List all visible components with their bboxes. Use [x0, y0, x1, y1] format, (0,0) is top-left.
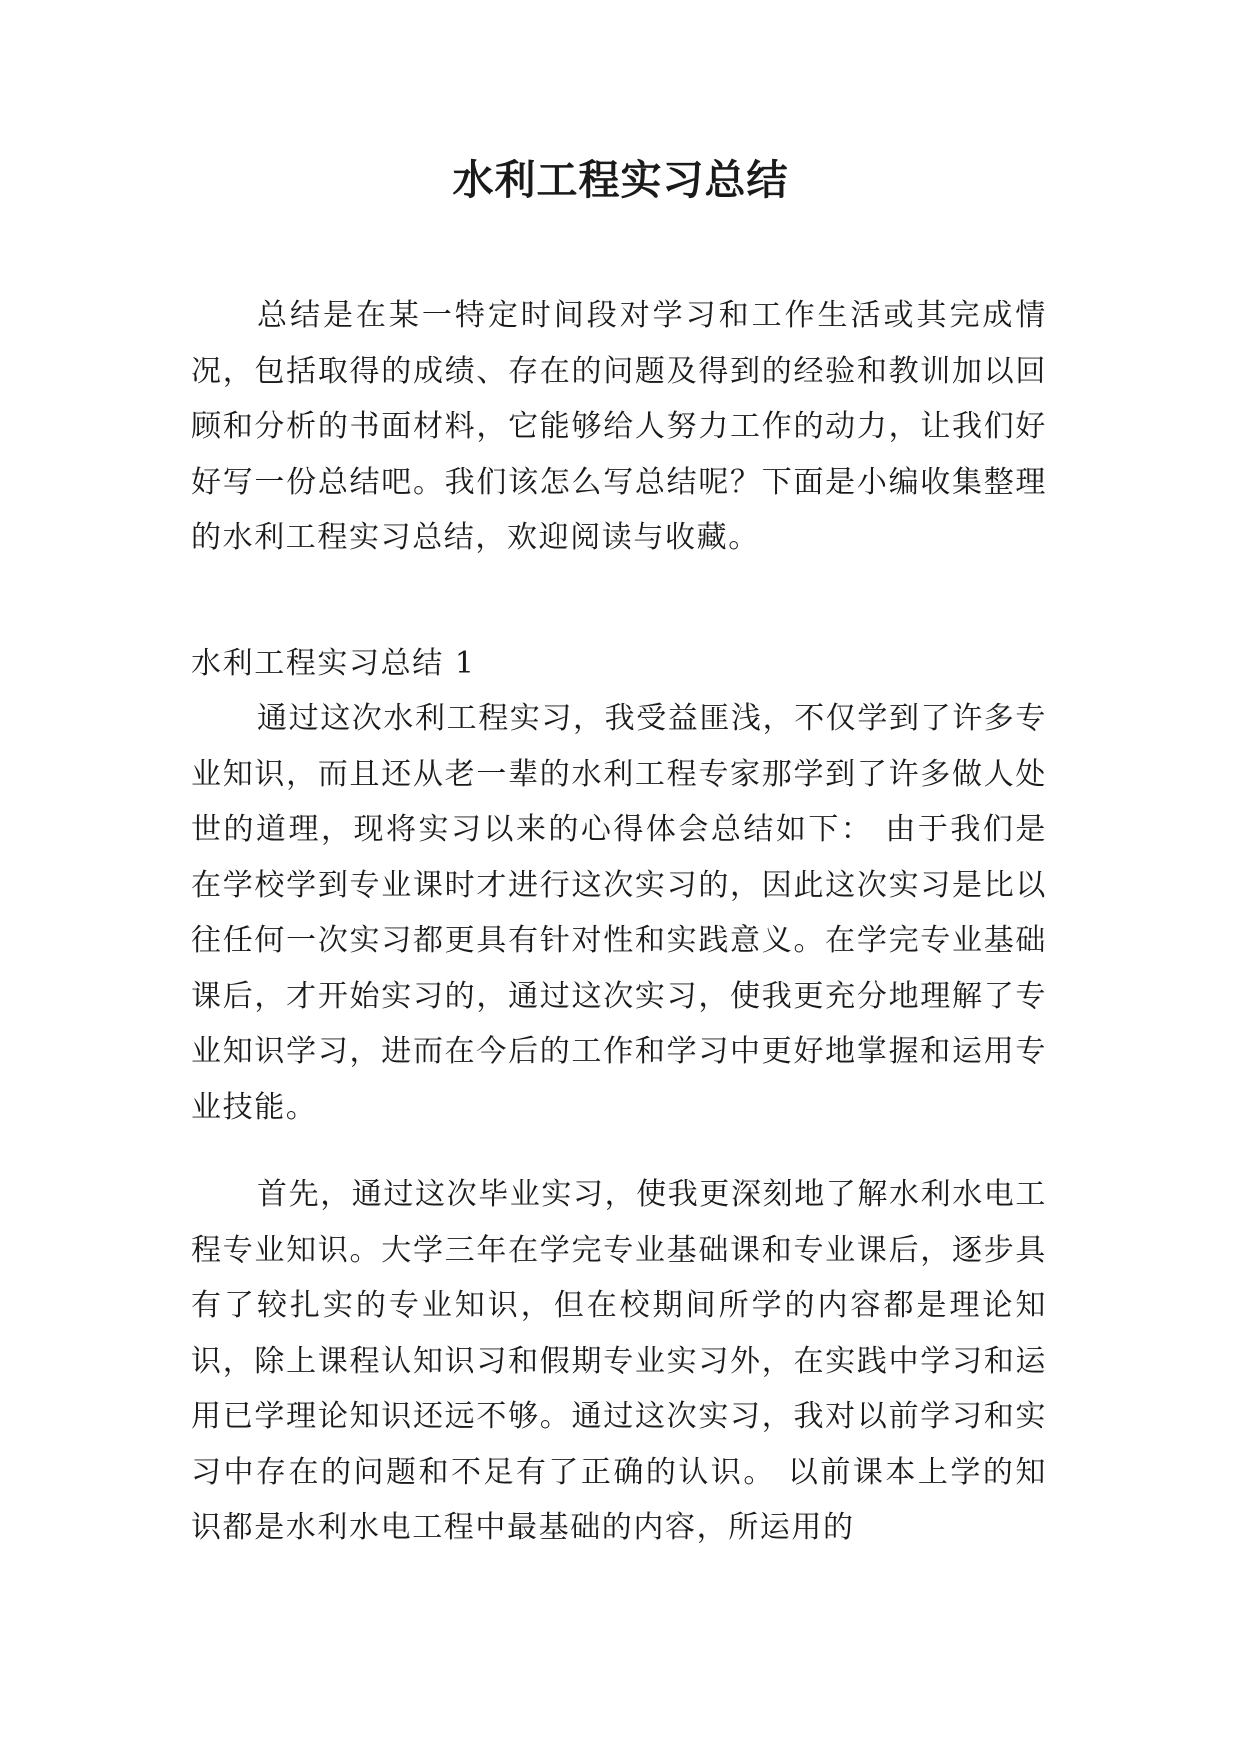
- intro-paragraph: 总结是在某一特定时间段对学习和工作生活或其完成情况，包括取得的成绩、存在的问题及得到的经验和教训加以回顾和分析的书面材料，它能够给人努力工作的动力，让我们好好写一份总结吧。我们该怎么写总结呢？下面是小编收集整理的水利工程实习总结，欢迎阅读与收藏。: [191, 298, 1047, 555]
- body-paragraph-1: 通过这次水利工程实习，我受益匪浅，不仅学到了许多专业知识，而且还从老一辈的水利工程专家那学到了许多做人处世的道理，现将实习以来的心得体会总结如下： 由于我们是在学校学到专业课时才进行这次实习的，因此这次实习是比以往任何一次实习都更具有针对性和实践意义。在学完专业基础课后，才开始实习的，通过这次实习，使我更充分地理解了专业知识学习，进而在今后的工作和学习中更好地掌握和运用专业技能。: [191, 701, 1047, 1125]
- body-paragraph-2: 首先，通过这次毕业实习，使我更深刻地了解水利水电工程专业知识。大学三年在学完专业基础课和专业课后，逐步具有了较扎实的专业知识，但在校期间所学的内容都是理论知识，除上课程认知识习和假期专业实习外，在实践中学习和运用已学理论知识还远不够。通过这次实习，我对以前学习和实习中存在的问题和不足有了正确的认识。 以前课本上学的知识都是水利水电工程中最基础的内容，所运用的: [191, 1177, 1047, 1545]
- section-heading: 水利工程实习总结 1: [191, 646, 476, 681]
- page-title: 水利工程实习总结: [452, 156, 789, 204]
